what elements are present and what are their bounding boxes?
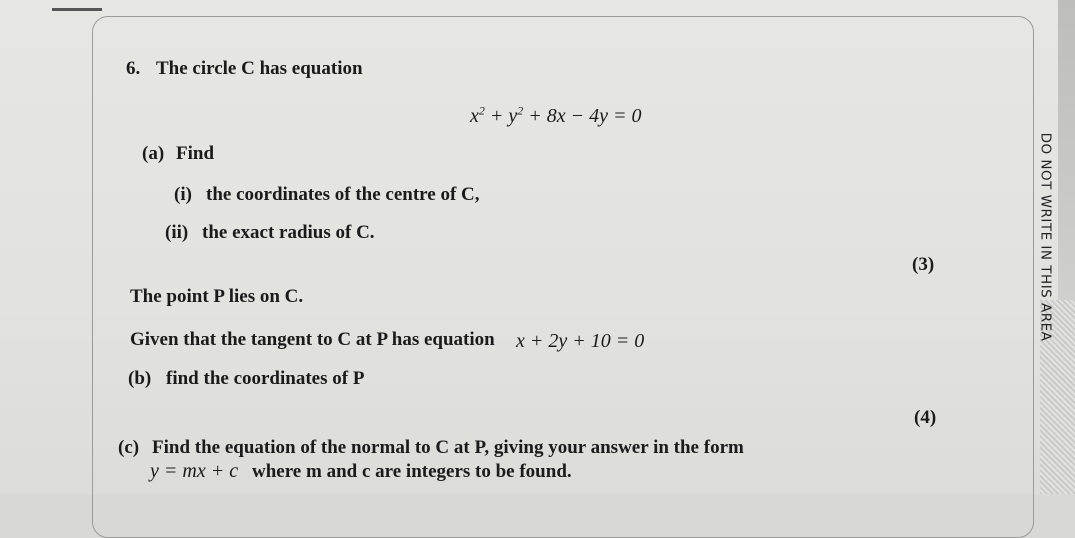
part-b-label: (b) [128, 368, 152, 389]
part-a-ii-label: (ii) [165, 222, 189, 243]
part-c-label: (c) [118, 437, 140, 458]
part-a-label: (a) [142, 143, 165, 164]
top-mark [52, 8, 102, 11]
part-a-i-label: (i) [174, 184, 192, 205]
margin-note-text: DO NOT WRITE IN THIS AREA [1037, 132, 1053, 342]
marks-b: (4) [914, 407, 937, 428]
tangent-text: Given that the tangent to C at P has equation [130, 329, 495, 350]
eq-exp-1: 2 [478, 103, 485, 118]
part-c-text: Find the equation of the normal to C at P, giving your answer in the form [152, 437, 744, 458]
eq-y: y [508, 105, 518, 127]
part-a-ii-text: the exact radius of C. [202, 222, 375, 243]
question-intro: The circle C has equation [156, 58, 363, 79]
part-a-i-text: the coordinates of the centre of C, [206, 184, 480, 205]
circle-equation [470, 105, 642, 128]
part-c-form: y = mx + c [150, 460, 239, 482]
eq-exp-2: 2 [517, 103, 524, 118]
question-number: 6. [126, 58, 141, 79]
eq-plus: + [484, 105, 509, 127]
eq-x: x [470, 105, 479, 127]
eq-rest: + 8x − 4y = 0 [523, 105, 642, 127]
tangent-equation: x + 2y + 10 = 0 [516, 330, 645, 352]
margin-shade [1058, 0, 1075, 300]
point-text: The point P lies on C. [130, 286, 304, 307]
part-c-rest: where m and c are integers to be found. [252, 461, 572, 482]
margin-note [1034, 97, 1056, 377]
marks-a: (3) [912, 254, 935, 275]
part-a-text: Find [176, 143, 215, 164]
part-b-text: find the coordinates of P [166, 368, 365, 389]
